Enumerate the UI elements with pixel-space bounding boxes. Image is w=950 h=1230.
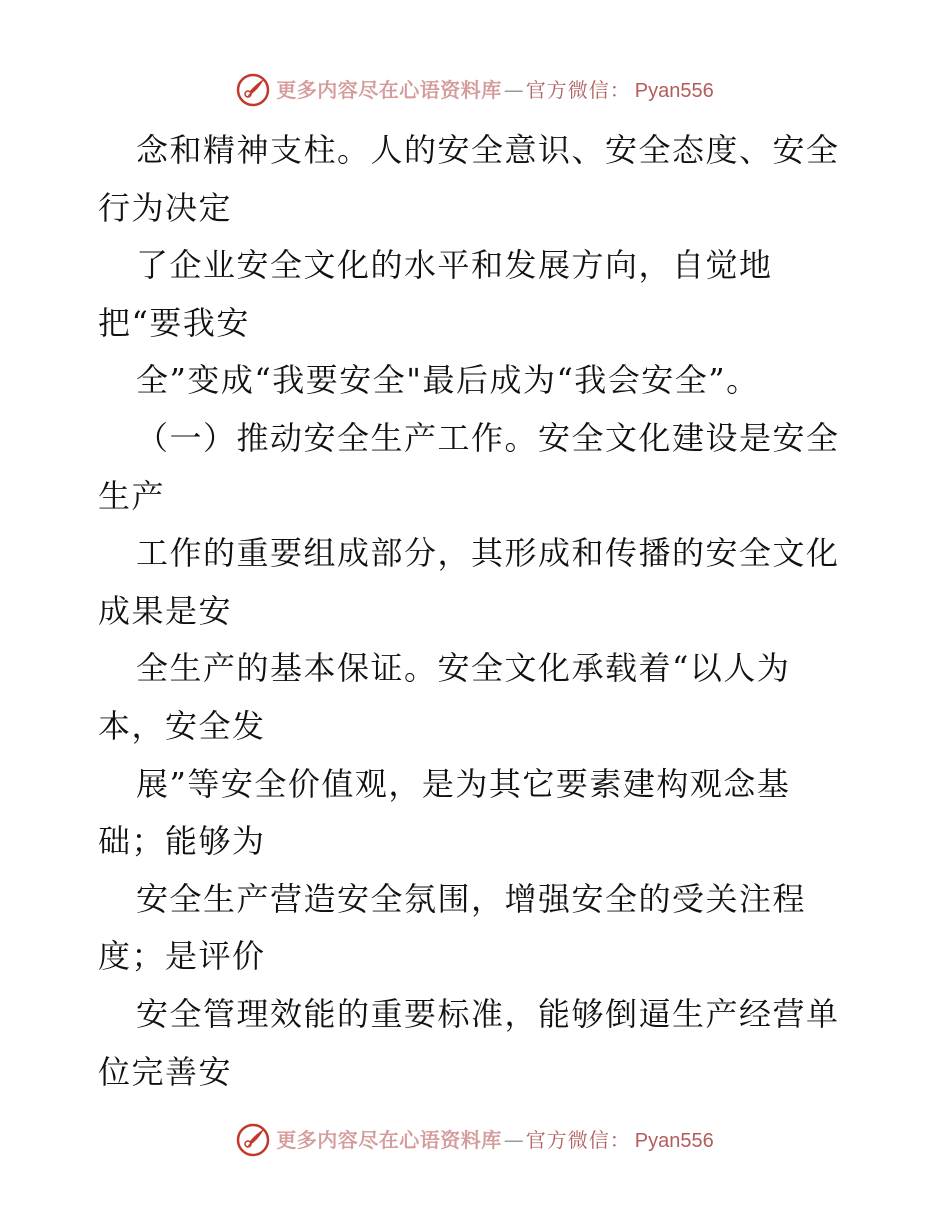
text-line: 行为决定	[98, 188, 233, 227]
banner-text	[276, 77, 714, 102]
text-line: 工作的重要组成部分，其形成和传播的安全文化	[136, 534, 840, 573]
header-banner	[0, 70, 950, 110]
banner-wechat-id: Pyan556	[634, 79, 714, 102]
text-line: 位完善安	[98, 1052, 233, 1091]
banner-brand: 更多内容尽在心语资料库	[276, 1127, 502, 1152]
footer-banner	[0, 1120, 950, 1160]
text-line: 展”等安全价值观，是为其它要素建构观念基	[136, 764, 791, 803]
text-line: 了企业安全文化的水平和发展方向，自觉地	[136, 246, 773, 285]
banner-brand: 更多内容尽在心语资料库	[276, 77, 502, 102]
text-line: 成果是安	[98, 591, 233, 630]
text-line: 念和精神支柱。人的安全意识、安全态度、安全	[136, 131, 840, 169]
text-line: 础；能够为	[98, 822, 266, 861]
text-line: 安全生产营造安全氛围，增强安全的受关注程	[136, 879, 807, 918]
quill-logo-icon	[236, 73, 270, 107]
banner-text	[276, 1127, 714, 1152]
banner-wechat-id: Pyan556	[634, 1129, 714, 1152]
document-body	[98, 122, 858, 1101]
text-line: 度；是评价	[98, 937, 266, 976]
text-line: 全生产的基本保证。安全文化承载着“以人为	[136, 649, 791, 688]
banner-dash: —	[503, 77, 524, 102]
banner-wechat-label: 官方微信：	[525, 77, 631, 102]
text-line: 安全管理效能的重要标准，能够倒逼生产经营单	[136, 994, 840, 1033]
banner-dash: —	[503, 1127, 524, 1152]
quill-logo-icon	[236, 1123, 270, 1157]
text-line: 本，安全发	[98, 706, 266, 745]
text-line: 全”变成“我要安全"最后成为“我会安全”。	[136, 361, 760, 400]
text-line: 生产	[98, 476, 166, 515]
text-line: 把“要我安	[98, 303, 250, 342]
text-line: （一）推动安全生产工作。安全文化建设是安全	[136, 418, 840, 457]
banner-wechat-label: 官方微信：	[525, 1127, 631, 1152]
